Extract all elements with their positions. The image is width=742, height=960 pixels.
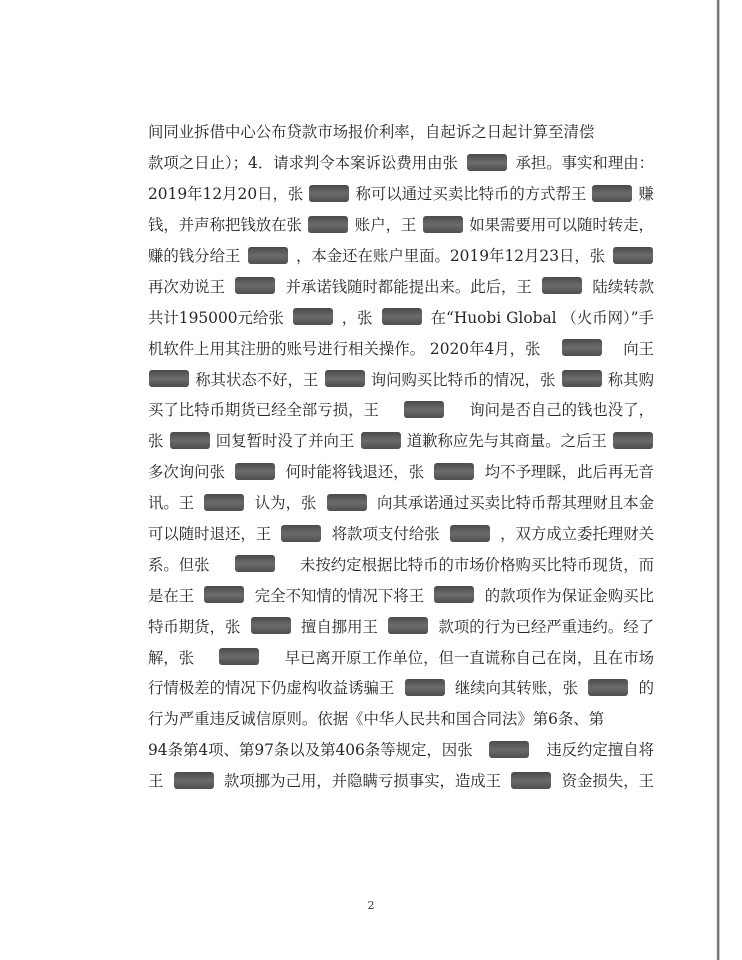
body-text-segment: 王 bbox=[148, 772, 164, 791]
body-text-segment: 机软件上用其注册的账号进行相关操作。 2020年4月，张 bbox=[148, 339, 541, 358]
body-line bbox=[148, 363, 654, 394]
body-text-segment: 将款项支付给张 bbox=[331, 525, 440, 544]
redaction-block bbox=[204, 494, 244, 511]
body-text-segment: 解，张 bbox=[148, 648, 195, 667]
body-text-segment: 可以随时退还，王 bbox=[148, 525, 272, 544]
body-text-segment: 行情极差的情况下仍虚构收益诱骗王 bbox=[148, 679, 395, 698]
body-text-segment: 回复暂时没了并向王 bbox=[215, 432, 355, 451]
body-text-segment: 买了比特币期货已经全部亏损，王 bbox=[148, 401, 379, 420]
redaction-block bbox=[170, 432, 210, 449]
body-text-segment: 多次询问张 bbox=[148, 463, 225, 482]
redaction-block bbox=[309, 185, 349, 202]
body-text-segment: 称其购 bbox=[607, 370, 654, 389]
redaction-block bbox=[434, 463, 474, 480]
body-text-segment: 向王 bbox=[623, 339, 654, 358]
body-text-segment: 向其承诺通过买卖比特币帮其理财且本金 bbox=[376, 494, 654, 513]
redaction-block bbox=[327, 494, 367, 511]
redaction-block bbox=[149, 370, 189, 387]
body-line bbox=[148, 240, 654, 271]
body-text-segment: 款项挪为己用，并隐瞒亏损事实，造成王 bbox=[224, 772, 502, 791]
body-text-segment: 讯。王 bbox=[148, 494, 195, 513]
body-line bbox=[148, 610, 654, 641]
redaction-block bbox=[423, 216, 463, 233]
body-text-segment: 陆续转款 bbox=[592, 277, 654, 296]
body-text-segment: 违反约定擅自将 bbox=[546, 741, 654, 760]
body-text-segment: 承担。事实和理由： bbox=[515, 154, 654, 173]
redaction-block bbox=[219, 648, 259, 665]
body-line bbox=[148, 765, 654, 796]
body-line bbox=[148, 116, 654, 147]
body-text-segment: 称其状态不好，王 bbox=[195, 370, 319, 389]
body-line bbox=[148, 301, 654, 332]
body-text-segment: 在“Huobi Global （火币网）”手 bbox=[430, 308, 654, 327]
body-text-segment: ，本金还在账户里面。2019年12月23日，张 bbox=[295, 247, 606, 265]
body-text-segment: 道歉称应先与其商量。之后王 bbox=[406, 432, 607, 451]
body-text-segment: 赚 bbox=[638, 185, 654, 204]
redaction-block bbox=[235, 555, 275, 572]
redaction-block bbox=[562, 339, 602, 356]
redaction-block bbox=[281, 525, 321, 542]
redaction-block bbox=[388, 617, 428, 634]
body-text-segment: 是在王 bbox=[148, 586, 195, 605]
body-text-segment: 钱，并声称把钱放在张 bbox=[148, 216, 302, 235]
redaction-block bbox=[592, 185, 632, 202]
body-text-segment: 继续向其转账，张 bbox=[454, 679, 578, 698]
body-text-segment: 再次劝说王 bbox=[148, 277, 225, 296]
body-text-segment: 早已离开原工作单位，但一直谎称自己在岗，且在市场 bbox=[284, 648, 654, 667]
redaction-block bbox=[308, 216, 348, 233]
redaction-block bbox=[382, 308, 422, 325]
redaction-block bbox=[467, 154, 507, 171]
body-text-segment: ，双方成立委托理财关 bbox=[500, 525, 654, 544]
redaction-block bbox=[325, 370, 365, 387]
body-text-segment: 完全不知情的情况下将王 bbox=[254, 586, 425, 605]
body-line bbox=[148, 147, 654, 178]
body-line bbox=[148, 487, 654, 518]
redaction-block bbox=[542, 277, 582, 294]
body-line bbox=[148, 270, 654, 301]
redaction-block bbox=[293, 308, 333, 325]
body-text-segment: ，张 bbox=[341, 308, 373, 327]
redaction-block bbox=[404, 401, 444, 418]
body-line bbox=[148, 425, 654, 456]
body-text-segment: 款项之日止）；4．请求判令本案诉讼费用由张 bbox=[148, 154, 458, 173]
body-line bbox=[148, 641, 654, 672]
body-text-segment: 资金损失，王 bbox=[561, 772, 654, 791]
body-text-segment: 称可以通过买卖比特币的方式帮王 bbox=[355, 185, 587, 204]
document-body bbox=[148, 116, 654, 796]
redaction-block bbox=[361, 432, 401, 449]
page-number: 2 bbox=[367, 899, 375, 912]
body-text-segment: 张 bbox=[148, 432, 164, 451]
redaction-block bbox=[434, 586, 474, 603]
body-text-segment: 均不予理睬，此后再无音 bbox=[484, 463, 654, 482]
body-text-segment: 系。但张 bbox=[148, 555, 210, 574]
redaction-block bbox=[450, 525, 490, 542]
body-line bbox=[148, 579, 654, 610]
redaction-block bbox=[248, 247, 288, 264]
body-line bbox=[148, 518, 654, 549]
body-text-segment: 共计195000元给张 bbox=[148, 308, 284, 327]
redaction-block bbox=[562, 370, 602, 387]
body-text-segment: 行为严重违反诚信原则。依据《中华人民共和国合同法》第6条、第 bbox=[148, 710, 605, 729]
redaction-block bbox=[511, 772, 551, 789]
redaction-block bbox=[588, 679, 628, 696]
redaction-block bbox=[251, 617, 291, 634]
body-text-segment: 何时能将钱退还，张 bbox=[285, 463, 425, 482]
body-text-segment: 的款项作为保证金购买比 bbox=[484, 586, 654, 605]
body-line bbox=[148, 703, 654, 734]
body-text-segment: 未按约定根据比特币的市场价格购买比特币现货，而 bbox=[299, 555, 654, 574]
body-line bbox=[148, 394, 654, 425]
redaction-block bbox=[235, 463, 275, 480]
body-text-segment: 账户，王 bbox=[354, 216, 417, 235]
redaction-block bbox=[235, 277, 275, 294]
body-text-segment: 2019年12月20日，张 bbox=[148, 185, 304, 204]
body-line bbox=[148, 332, 654, 363]
body-text-segment: 间同业拆借中心公布贷款市场报价利率，自起诉之日起计算至清偿 bbox=[148, 123, 595, 142]
body-text-segment: 的 bbox=[638, 679, 654, 698]
body-line bbox=[148, 178, 654, 209]
body-text-segment: 赚的钱分给王 bbox=[148, 247, 241, 265]
redaction-block bbox=[405, 679, 445, 696]
redaction-block bbox=[174, 772, 214, 789]
redaction-block bbox=[204, 586, 244, 603]
redaction-block bbox=[613, 247, 653, 264]
body-line bbox=[148, 734, 654, 765]
body-text-segment: 擅自挪用王 bbox=[300, 617, 378, 636]
body-line bbox=[148, 672, 654, 703]
body-text-segment: 询问购买比特币的情况，张 bbox=[370, 370, 556, 389]
redaction-block bbox=[613, 432, 653, 449]
body-line bbox=[148, 456, 654, 487]
body-text-segment: 94条第4项、第97条以及第406条等规定，因张 bbox=[148, 741, 473, 760]
body-text-segment: 如果需要用可以随时转走， bbox=[469, 216, 654, 235]
body-text-segment: 认为，张 bbox=[254, 494, 317, 513]
body-text-segment: 询问是否自己的钱也没了， bbox=[469, 401, 654, 420]
body-text-segment: 并承诺钱随时都能提出来。此后，王 bbox=[285, 277, 532, 296]
body-text-segment: 特币期货，张 bbox=[148, 617, 241, 636]
body-line bbox=[148, 548, 654, 579]
page-edge-shadow bbox=[716, 0, 720, 960]
body-line bbox=[148, 209, 654, 240]
redaction-block bbox=[489, 741, 529, 758]
body-text-segment: 款项的行为已经严重违约。经了 bbox=[438, 617, 654, 636]
